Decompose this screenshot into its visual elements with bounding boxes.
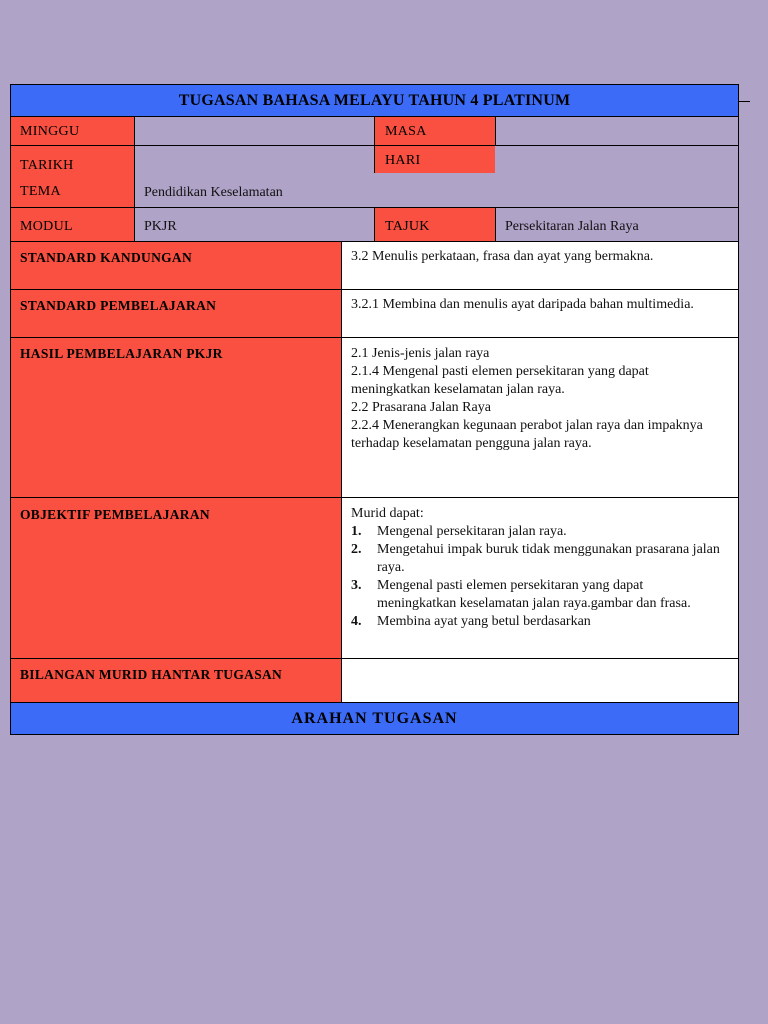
grid-line bbox=[495, 208, 496, 241]
header-dash bbox=[739, 101, 750, 102]
standard-pembelajaran-value: 3.2.1 Membina dan menulis ayat daripada bahan multimedia. bbox=[351, 297, 694, 312]
grid-line bbox=[11, 497, 738, 498]
list-item: 3. Mengenal pasti elemen persekitaran yang dapat meningkatkan keselamatan jalan raya.gambar dan frasa. bbox=[351, 578, 691, 611]
standard-kandungan-value: 3.2 Menulis perkataan, frasa dan ayat yang bermakna. bbox=[351, 249, 654, 264]
grid-line bbox=[134, 117, 135, 241]
grid-line bbox=[11, 241, 738, 242]
masa-label: MASA bbox=[385, 124, 427, 139]
grid-line bbox=[341, 242, 342, 702]
table-frame bbox=[10, 84, 739, 735]
page-title: TUGASAN BAHASA MELAYU TAHUN 4 PLATINUM bbox=[178, 92, 571, 109]
list-item: 1. Mengenal persekitaran jalan raya. bbox=[351, 524, 567, 539]
tema-label: TEMA bbox=[20, 184, 61, 199]
standard-kandungan-label: STANDARD KANDUNGAN bbox=[20, 250, 193, 265]
modul-value: PKJR bbox=[144, 219, 177, 234]
list-item: 2. Mengetahui impak buruk tidak menggunakan prasarana jalan raya. bbox=[351, 542, 720, 575]
grid-line bbox=[11, 702, 738, 703]
list-item: 4. Membina ayat yang betul berdasarkan bbox=[351, 614, 591, 629]
hasil-line: 2.1 Jenis-jenis jalan raya bbox=[351, 346, 490, 361]
hari-label: HARI bbox=[385, 153, 421, 168]
hasil-pembelajaran-label: HASIL PEMBELAJARAN PKJR bbox=[20, 346, 223, 361]
standard-pembelajaran-label: STANDARD PEMBELAJARAN bbox=[20, 298, 217, 313]
grid-line bbox=[374, 208, 375, 241]
minggu-label: MINGGU bbox=[20, 124, 80, 139]
footer-title: ARAHAN TUGASAN bbox=[291, 710, 458, 727]
hasil-line: 2.2 Prasarana Jalan Raya bbox=[351, 400, 491, 415]
grid-line bbox=[11, 658, 738, 659]
hasil-line: 2.2.4 Menerangkan kegunaan perabot jalan raya dan impaknya terhadap keselamatan pengguna jalan raya. bbox=[351, 418, 703, 451]
grid-line bbox=[495, 117, 496, 145]
grid-line bbox=[374, 117, 375, 145]
objektif-intro: Murid dapat: bbox=[351, 506, 424, 521]
grid-line bbox=[11, 289, 738, 290]
tajuk-value: Persekitaran Jalan Raya bbox=[505, 219, 639, 234]
modul-label: MODUL bbox=[20, 219, 73, 234]
tema-value: Pendidikan Keselamatan bbox=[144, 185, 283, 200]
tarikh-label: TARIKH bbox=[20, 158, 74, 173]
grid-line bbox=[374, 146, 375, 173]
bilangan-label: BILANGAN MURID HANTAR TUGASAN bbox=[20, 667, 283, 682]
grid-line bbox=[11, 337, 738, 338]
objektif-label: OBJEKTIF PEMBELAJARAN bbox=[20, 507, 210, 522]
tajuk-label: TAJUK bbox=[385, 219, 430, 234]
hasil-line: 2.1.4 Mengenal pasti elemen persekitaran yang dapat meningkatkan keselamatan jalan raya. bbox=[351, 364, 649, 397]
